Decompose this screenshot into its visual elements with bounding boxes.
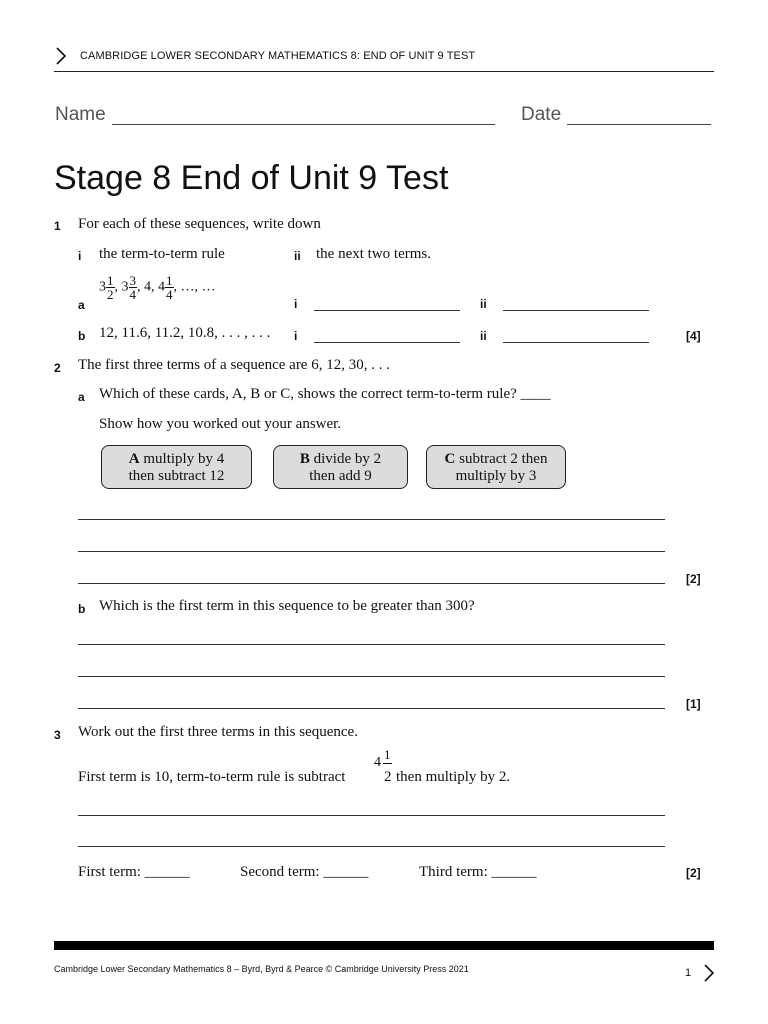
marks-label: [2] (686, 866, 701, 880)
rule-text-before: First term is 10, term-to-term rule is subtract (78, 769, 346, 785)
rule-denominator: 2 (384, 769, 392, 785)
part-instruction: Show how you worked out your answer. (99, 416, 342, 432)
marks-label: [1] (686, 697, 701, 711)
question-prompt: Work out the first three terms in this sequence. (78, 724, 358, 740)
answer-line[interactable] (78, 815, 665, 816)
rule-text-after: then multiply by 2. (396, 769, 511, 785)
question-prompt: The first three terms of a sequence are 6, 12, 30, . . . (78, 357, 390, 373)
answer-label: ii (480, 329, 487, 343)
answer-line[interactable] (78, 519, 665, 520)
marks-label: [2] (686, 572, 701, 586)
part-label: b (78, 602, 86, 616)
rule-whole: 4 (374, 755, 381, 770)
question-number: 1 (54, 219, 61, 233)
page-title: Stage 8 End of Unit 9 Test (54, 159, 449, 197)
chevron-right-icon[interactable] (702, 963, 716, 983)
rule-numerator: 1 (384, 747, 391, 762)
sequence-a: 3 $\frac{1}{2}$ , 3 $\frac{3}{4}$ , 4, 4 $\frac{1}{4}$ , …, … (99, 273, 216, 302)
rule-card-b[interactable]: B divide by 2 then add 9 (273, 445, 408, 489)
answer-label: i (294, 297, 298, 311)
rule-card-a[interactable]: A multiply by 4 then subtract 12 (101, 445, 252, 489)
sequence-b: 12, 11.6, 11.2, 10.8, . . . , . . . (99, 325, 271, 341)
question-prompt: For each of these sequences, write down (78, 216, 321, 232)
third-term-answer[interactable]: Third term: ______ (419, 864, 537, 880)
answer-line[interactable] (78, 551, 665, 552)
footer-credit: Cambridge Lower Secondary Mathematics 8 – Byrd, Byrd & Pearce © Cambridge University Press 2021 (54, 964, 469, 974)
answer-line[interactable] (503, 310, 649, 311)
chevron-right-icon (54, 46, 68, 66)
part-label: b (78, 329, 86, 343)
answer-line[interactable] (503, 342, 649, 343)
part-label: a (78, 390, 85, 404)
subpart-text: the term-to-term rule (99, 246, 225, 262)
answer-line[interactable] (78, 708, 665, 709)
name-field[interactable] (112, 124, 495, 125)
answer-label: i (294, 329, 298, 343)
date-label: Date (521, 104, 562, 125)
answer-line[interactable] (314, 342, 460, 343)
answer-line[interactable] (78, 644, 665, 645)
running-header: CAMBRIDGE LOWER SECONDARY MATHEMATICS 8: END OF UNIT 9 TEST (80, 50, 476, 62)
subpart-label: ii (294, 249, 301, 263)
question-number: 3 (54, 728, 61, 742)
answer-line[interactable] (314, 310, 460, 311)
footer-bar (54, 941, 714, 950)
page-number: 1 (685, 967, 692, 979)
answer-label: ii (480, 297, 487, 311)
fraction-bar (383, 763, 392, 764)
subpart-label: i (78, 249, 82, 263)
second-term-answer[interactable]: Second term: ______ (240, 864, 369, 880)
question-number: 2 (54, 361, 61, 375)
part-question: Which of these cards, A, B or C, shows the correct term-to-term rule? ____ (99, 386, 551, 402)
date-field[interactable] (567, 124, 711, 125)
answer-line[interactable] (78, 583, 665, 584)
marks-label: [4] (686, 329, 701, 343)
answer-line[interactable] (78, 846, 665, 847)
answer-line[interactable] (78, 676, 665, 677)
part-question: Which is the first term in this sequence to be greater than 300? (99, 598, 475, 614)
rule-card-c[interactable]: C subtract 2 then multiply by 3 (426, 445, 566, 489)
part-label: a (78, 298, 85, 312)
name-label: Name (55, 104, 106, 125)
first-term-answer[interactable]: First term: ______ (78, 864, 190, 880)
subpart-text: the next two terms. (316, 246, 431, 262)
header-rule (54, 71, 714, 72)
